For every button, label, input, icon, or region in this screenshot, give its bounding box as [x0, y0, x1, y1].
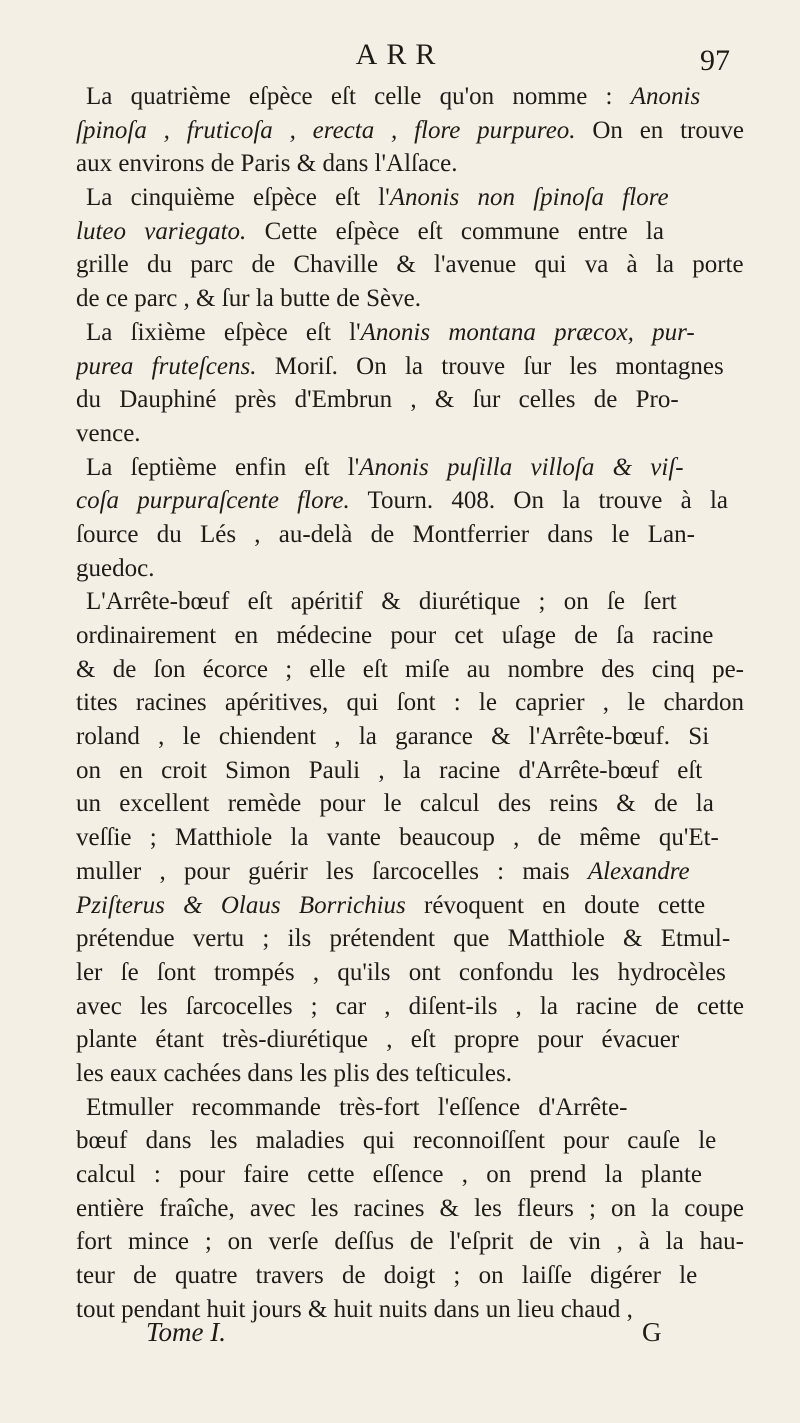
text-line: [76, 518, 744, 552]
italic-run: Anonis montana præcox, pur-: [360, 318, 695, 346]
text-run: vence.: [76, 419, 141, 447]
text-run: révoquent en doute cette: [405, 891, 706, 919]
volume-signature: Tome I.: [146, 1317, 227, 1347]
text-line: [76, 147, 744, 181]
text-line: [76, 922, 744, 956]
text-line: [76, 181, 744, 215]
text-line: [76, 1158, 744, 1192]
text-run: tout pendant huit jours & huit nuits dans un lieu chaud ,: [76, 1295, 633, 1323]
text-run: Tourn. 408. On la trouve à la: [349, 487, 728, 515]
text-line: [76, 484, 744, 518]
text-line: [76, 383, 744, 417]
gathering-mark: G: [642, 1317, 662, 1347]
text-line: [76, 1192, 744, 1226]
text-line: [76, 956, 744, 990]
text-line: [76, 1124, 744, 1158]
text-run: prétendue vertu ; ils prétendent que Matthiole & Etmul-: [76, 925, 731, 953]
text-run: les eaux cachées dans les plis des teſticules.: [76, 1059, 512, 1087]
text-line: [76, 350, 744, 384]
text-run: entière fraîche, avec les racines & les fleurs ; on la coupe: [76, 1194, 744, 1222]
text-line: [76, 1259, 744, 1293]
text-run: guedoc.: [76, 554, 155, 582]
text-line: [76, 1091, 744, 1125]
text-line: [76, 990, 744, 1024]
text-line: [76, 754, 744, 788]
text-run: muller , pour guérir les ſarcocelles : mais: [76, 857, 588, 885]
text-line: [76, 215, 744, 249]
text-line: [76, 855, 744, 889]
text-line: [76, 653, 744, 687]
text-run: Cette eſpèce eſt commune entre la: [246, 217, 664, 245]
text-run: ordinairement en médecine pour cet uſage de ſa racine: [76, 622, 714, 649]
text-line: [76, 316, 744, 350]
text-run: ler ſe ſont trompés , qu'ils ont confondu les hydrocèles: [76, 958, 726, 986]
italic-run: ſpinoſa , fruticoſa , erecta , flore purpureo.: [76, 116, 576, 144]
text-line: [76, 821, 744, 855]
italic-run: Anonis puſilla villoſa & viſ-: [359, 453, 684, 481]
text-line: [76, 417, 744, 451]
text-line: [76, 80, 744, 114]
page-body: [76, 80, 744, 1326]
text-run: La quatrième eſpèce eſt celle qu'on nomme :: [86, 83, 631, 110]
text-line: [76, 1023, 744, 1057]
text-run: de ce parc , & ſur la butte de Sève.: [76, 285, 421, 313]
italic-run: coſa purpuraſcente flore.: [76, 487, 350, 515]
text-run: On en trouve: [575, 116, 744, 144]
italic-run: luteo variegato.: [76, 217, 247, 245]
running-title: ARR: [355, 38, 445, 71]
text-run: & de ſon écorce ; elle eſt miſe au nombre des cinq pe-: [76, 655, 744, 683]
text-run: plante étant très-diurétique , eſt propre pour évacuer: [76, 1026, 680, 1054]
text-run: fort mince ; on verſe deſſus de l'eſprit de vin , à la hau-: [76, 1228, 744, 1256]
italic-run: Alexandre: [587, 857, 690, 885]
text-run: grille du parc de Chaville & l'avenue qui va à la porte: [76, 251, 744, 279]
text-run: teur de quatre travers de doigt ; on laiſſe digérer le: [76, 1262, 698, 1290]
text-run: bœuf dans les maladies qui reconnoiſſent pour cauſe le: [76, 1127, 717, 1155]
text-line: [76, 686, 744, 720]
text-run: avec les ſarcocelles ; car , diſent-ils , la racine de cette: [76, 992, 744, 1020]
text-run: La cinquième eſpèce eſt l': [86, 184, 390, 212]
text-run: du Dauphiné près d'Embrun , & ſur celles de Pro-: [76, 386, 679, 414]
text-run: on en croit Simon Pauli , la racine d'Arrête-bœuf eſt: [76, 756, 703, 784]
text-line: [76, 451, 744, 485]
text-line: [76, 1225, 744, 1259]
text-line: [76, 889, 744, 923]
text-line: [76, 552, 744, 586]
text-line: [76, 248, 744, 282]
text-line: [76, 619, 744, 653]
text-run: calcul : pour faire cette eſſence , on prend la plante: [76, 1161, 702, 1188]
text-line: [76, 282, 744, 316]
text-run: Etmuller recommande très-fort l'eſſence d'Arrête-: [86, 1093, 628, 1121]
page-number: 97: [700, 44, 730, 77]
text-run: roland , le chiendent , la garance & l'Arrête-bœuf. Si: [76, 723, 710, 751]
text-run: La ſixième eſpèce eſt l': [86, 318, 361, 346]
italic-run: Anonis: [630, 83, 701, 110]
text-run: aux environs de Paris & dans l'Alſace.: [76, 150, 458, 178]
text-run: L'Arrête-bœuf eſt apéritif & diurétique ; on ſe ſert: [86, 588, 677, 616]
text-line: [76, 585, 744, 619]
text-run: Moriſ. On la trouve ſur les montagnes: [256, 352, 724, 380]
text-line: [76, 720, 744, 754]
text-line: [76, 1057, 744, 1091]
text-run: La ſeptième enfin eſt l': [86, 453, 360, 481]
text-run: ſource du Lés , au-delà de Montferrier dans le Lan-: [76, 520, 695, 548]
italic-run: Anonis non ſpinoſa flore: [389, 184, 669, 212]
italic-run: Pziſterus & Olaus Borrichius: [76, 891, 406, 919]
text-run: tites racines apéritives, qui ſont : le caprier , le chardon: [76, 689, 744, 717]
italic-run: purea fruteſcens.: [76, 352, 257, 380]
text-run: veſſie ; Matthiole la vante beaucoup , de même qu'Et-: [76, 824, 719, 852]
text-line: [76, 787, 744, 821]
text-run: un excellent remède pour le calcul des reins & de la: [76, 790, 714, 818]
text-line: [76, 114, 744, 148]
